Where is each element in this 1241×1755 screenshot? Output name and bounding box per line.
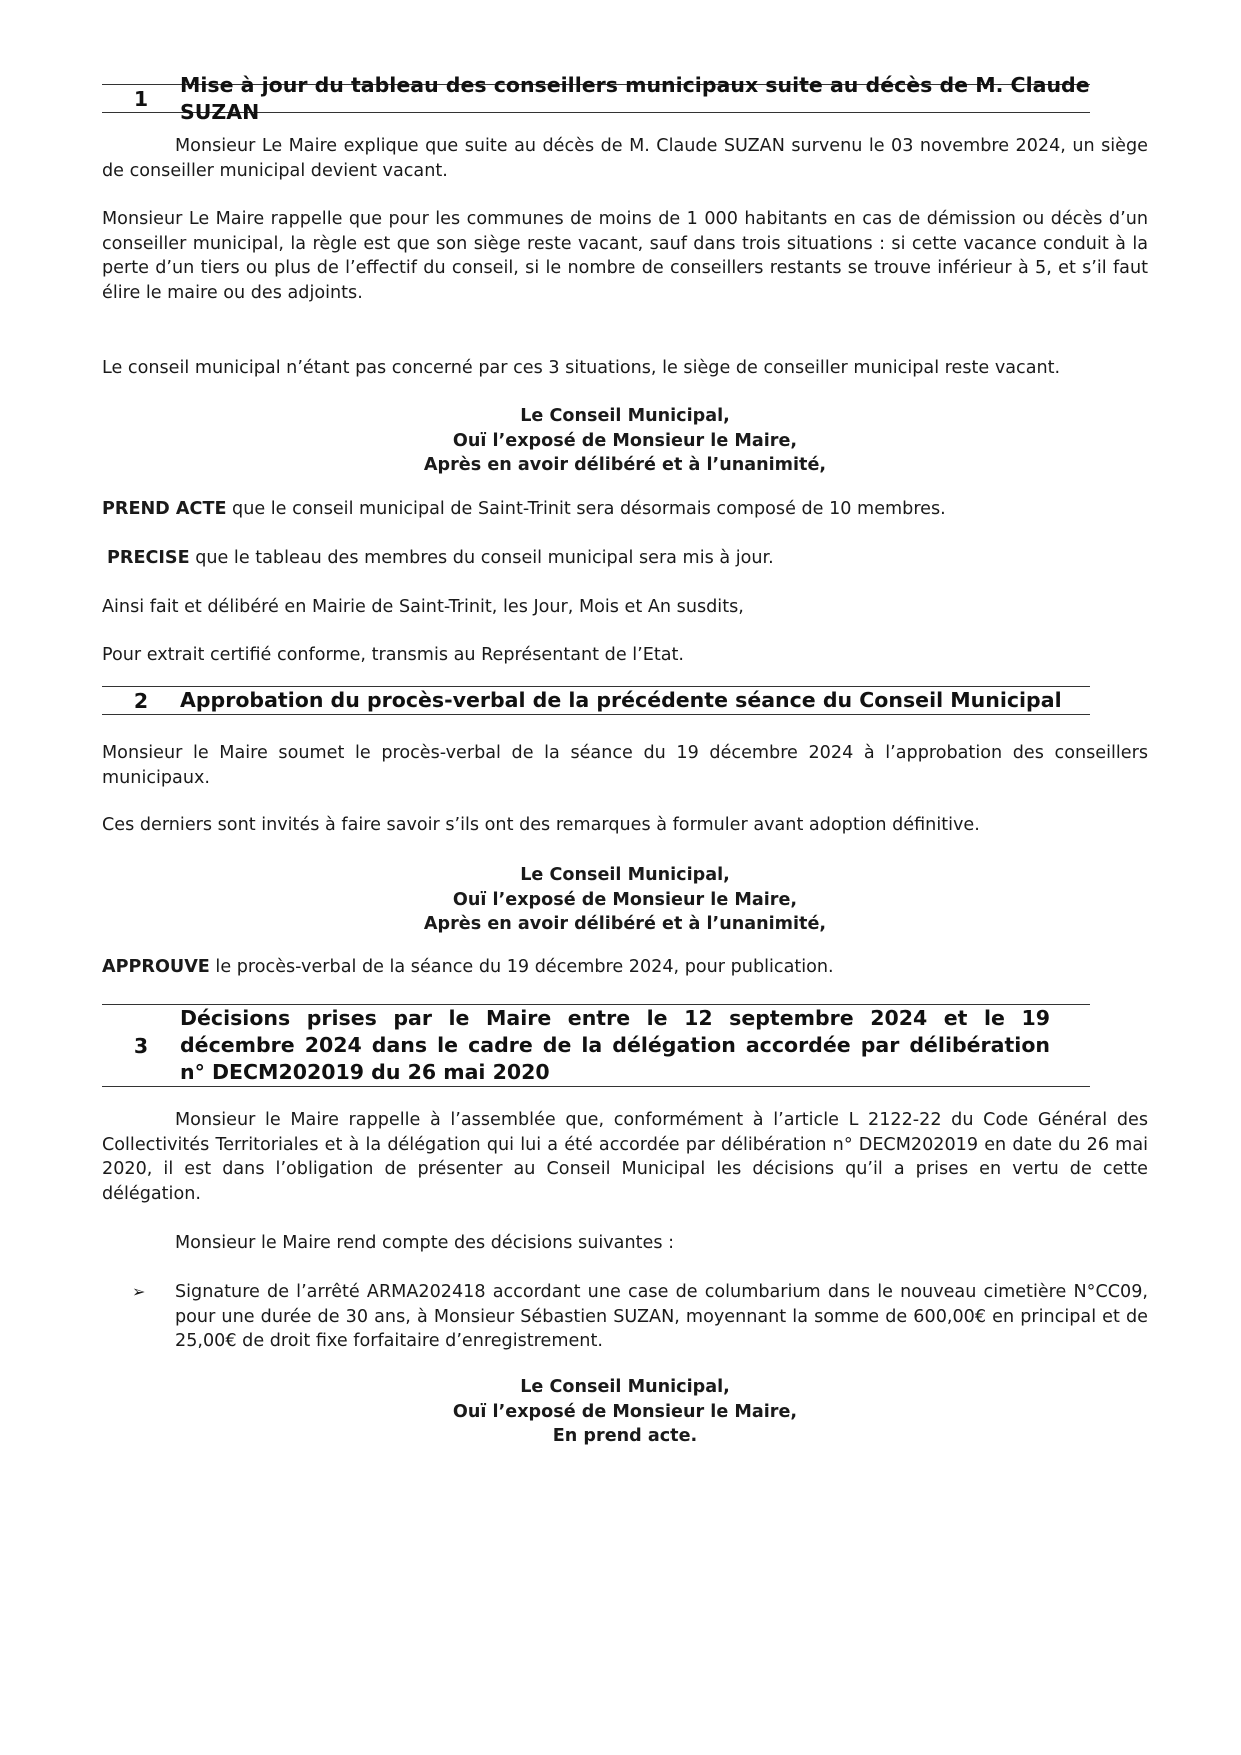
council-line: Ouï l’exposé de Monsieur le Maire, (452, 430, 798, 451)
paragraph: Monsieur le Maire rend compte des décisions suivantes : (175, 1233, 674, 1253)
paragraph: Ces derniers sont invités à faire savoir s’ils ont des remarques à formuler avant adoption définitive. (102, 815, 980, 835)
decision-statement (102, 546, 1153, 571)
section-2-heading (102, 686, 1090, 715)
paragraph: Monsieur Le Maire explique que suite au décès de M. Claude SUZAN survenu le 03 novembre 2024, un siège de conseiller municipal devient vacant. (102, 136, 1148, 181)
decision-keyword: PREND ACTE (102, 499, 227, 519)
paragraph: Monsieur le Maire rappelle à l’assemblée que, conformément à l’article L 2122-22 du Code Général des Collectivités Territoriales et à la délégation qui lui a été accordée par délibération n° DECM202019 en date du 26 mai 2020, il est dans l’obligation de présenter au Conseil Municipal les décisions qu’il a prises en vertu de cette délégation. (102, 1110, 1148, 1204)
paragraph: Monsieur le Maire soumet le procès-verbal de la séance du 19 décembre 2024 à l’approbation des conseillers municipaux. (102, 743, 1148, 788)
council-line: Après en avoir délibéré et à l’unanimité, (423, 914, 827, 934)
decision-text: que le conseil municipal de Saint-Trinit sera désormais composé de 10 membres. (226, 499, 946, 519)
decision-keyword: APPROUVE (102, 957, 210, 977)
decision-keyword: PRECISE (107, 548, 190, 568)
council-formula (102, 863, 1148, 937)
council-line: Le Conseil Municipal, (520, 865, 730, 885)
section-title: Décisions prises par le Maire entre le 12 septembre 2024 et le 19 décembre 2024 dans le cadre de la délégation accordée par délibération n° DECM202019 du 26 mai 2020 (180, 1006, 1050, 1084)
decision-statement (102, 955, 1148, 980)
council-line: Ouï l’exposé de Monsieur le Maire, (452, 1401, 798, 1422)
arrow-bullet-icon: ➢ (132, 1282, 146, 1301)
section-1-heading (102, 72, 1090, 124)
section-number: 1 (133, 86, 149, 111)
section-title: Approbation du procès-verbal de la précédente séance du Conseil Municipal (180, 688, 1062, 712)
paragraph: Le conseil municipal n’étant pas concerné par ces 3 situations, le siège de conseiller municipal reste vacant. (102, 358, 1061, 378)
paragraph: Monsieur Le Maire rappelle que pour les communes de moins de 1 000 habitants en cas de démission ou décès d’un conseiller municipal, la règle est que son siège reste vacant, sauf dans trois situations : si cette vacance conduit à la perte d’un tiers ou plus de l’effectif du conseil, si le nombre de conseillers restants se trouve inférieur à 5, et s’il faut élire le maire ou des adjoints. (102, 209, 1148, 303)
council-formula (102, 404, 1148, 478)
closing-line: Ainsi fait et délibéré en Mairie de Saint-Trinit, les Jour, Mois et An susdits, (102, 597, 744, 617)
council-line: Ouï l’exposé de Monsieur le Maire, (452, 889, 798, 910)
decision-text: que le tableau des membres du conseil municipal sera mis à jour. (189, 548, 774, 568)
council-line: Le Conseil Municipal, (520, 1377, 730, 1397)
council-line: En prend acte. (552, 1426, 698, 1446)
council-line: Après en avoir délibéré et à l’unanimité, (423, 455, 827, 475)
section-number: 2 (133, 688, 149, 713)
decision-statement (102, 497, 1148, 522)
list-item (132, 1280, 1148, 1354)
bullet-text: Signature de l’arrêté ARMA202418 accordant une case de columbarium dans le nouveau cimetière N°CC09, pour une durée de 30 ans, à Monsieur Sébastien SUZAN, moyennant la somme de 600,00€ en principal et de 25,00€ de droit fixe forfaitaire d’enregistrement. (175, 1282, 1148, 1351)
council-formula (102, 1375, 1148, 1449)
section-number: 3 (133, 1033, 149, 1058)
section-3-heading (102, 1004, 1090, 1087)
closing-line: Pour extrait certifié conforme, transmis au Représentant de l’Etat. (102, 645, 685, 665)
decision-text: le procès-verbal de la séance du 19 décembre 2024, pour publication. (209, 957, 834, 977)
section-title: Mise à jour du tableau des conseillers municipaux suite au décès de M. Claude SUZAN (180, 72, 1090, 124)
council-line: Le Conseil Municipal, (520, 406, 730, 426)
